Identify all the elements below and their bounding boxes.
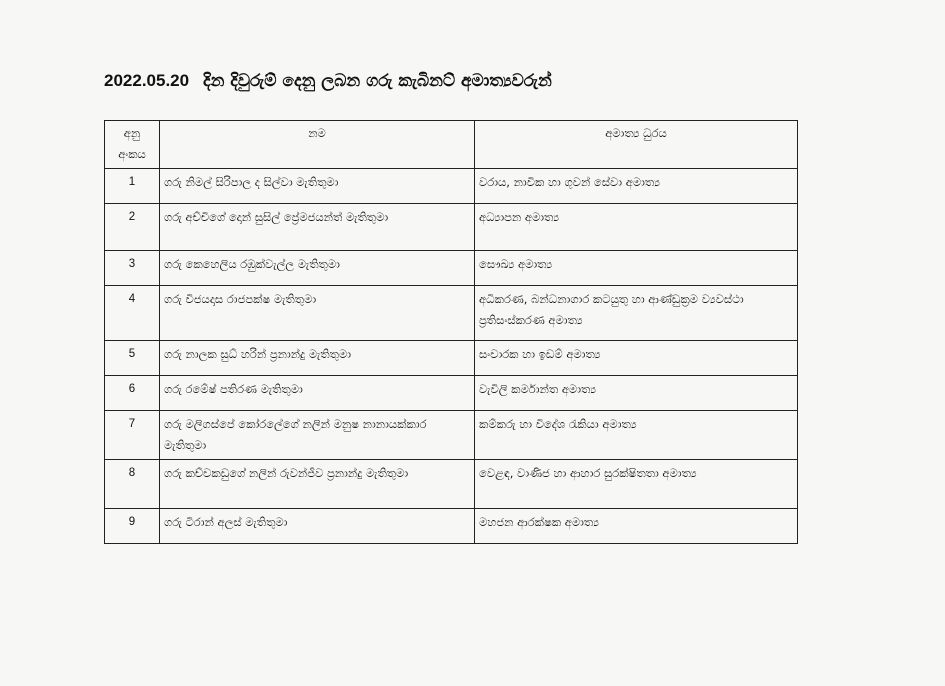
- minister-name: ගරු රමේෂ් පතිරණ මැතිතුමා: [160, 376, 475, 411]
- row-number: 5: [105, 341, 160, 376]
- row-number: 6: [105, 376, 160, 411]
- table-row: [105, 376, 798, 411]
- minister-portfolio: වරාය, නාවික හා ගුවන් සේවා අමාත්‍ය: [475, 169, 798, 204]
- minister-name: ගරු කච්චකඩුගේ නලින් රුවන්ජීව ප්‍රනාන්දු මැතිතුමා: [160, 460, 475, 509]
- minister-portfolio: වැවිලි කර්මාන්ත අමාත්‍ය: [475, 376, 798, 411]
- minister-portfolio: සෞඛ්‍ය අමාත්‍ය: [475, 251, 798, 286]
- minister-name: ගරු කෙහෙලිය රඹුක්වැල්ල මැතිතුමා: [160, 251, 475, 286]
- row-number: 4: [105, 286, 160, 341]
- minister-name: ගරු නිමල් සිරිපාල ද සිල්වා මැතිතුමා: [160, 169, 475, 204]
- minister-name: ගරු විජයදාස රාජපක්ෂ මැතිතුමා: [160, 286, 475, 341]
- minister-name: ගරු ටිරාන් අලස් මැතිතුමා: [160, 509, 475, 544]
- table-header-row: [105, 121, 798, 169]
- minister-portfolio: කම්කරු හා විදේශ රැකියා අමාත්‍ය: [475, 411, 798, 460]
- title-text: දින දිවුරුම් දෙනු ලබන ගරු කැබිනට් අමාත්‍යවරුන්: [203, 71, 552, 91]
- row-number: 2: [105, 204, 160, 251]
- header-portfolio: අමාත්‍ය ධුරය: [475, 121, 798, 169]
- minister-name: ගරු මලිගස්පේ කෝරලේගේ නලින් මනුෂ නානායක්කාර මැතිතුමා: [160, 411, 475, 460]
- minister-portfolio: වෙළඳ, වාණිජ හා ආහාර සුරක්ෂිතතා අමාත්‍ය: [475, 460, 798, 509]
- table-row: [105, 251, 798, 286]
- table-row: [105, 204, 798, 251]
- row-number: 8: [105, 460, 160, 509]
- ministers-table: [104, 120, 798, 544]
- minister-name: ගරු අච්චිගේ දොන් සුසිල් ප්‍රේමජයන්ත් මැතිතුමා: [160, 204, 475, 251]
- title-date: 2022.05.20: [104, 71, 190, 90]
- row-number: 9: [105, 509, 160, 544]
- table-row: [105, 169, 798, 204]
- minister-portfolio: මහජන ආරක්ෂක අමාත්‍ය: [475, 509, 798, 544]
- minister-portfolio: සංචාරක හා ඉඩම් අමාත්‍ය: [475, 341, 798, 376]
- table-row: [105, 460, 798, 509]
- table-row: [105, 341, 798, 376]
- header-number: අනු අංකය: [105, 121, 160, 169]
- row-number: 3: [105, 251, 160, 286]
- table-row: [105, 509, 798, 544]
- header-name: නම: [160, 121, 475, 169]
- minister-portfolio: අධිකරණ, බන්ධනාගාර කටයුතු හා ආණ්ඩුක්‍රම ව්‍යවස්ථා ප්‍රතිසංස්කරණ අමාත්‍ය: [475, 286, 798, 341]
- minister-portfolio: අධ්‍යාපන අමාත්‍ය: [475, 204, 798, 251]
- minister-name: ගරු නාලක සුධ් හරින් ප්‍රනාන්දු මැතිතුමා: [160, 341, 475, 376]
- page-title: [104, 71, 552, 91]
- row-number: 7: [105, 411, 160, 460]
- table-row: [105, 286, 798, 341]
- table-row: [105, 411, 798, 460]
- row-number: 1: [105, 169, 160, 204]
